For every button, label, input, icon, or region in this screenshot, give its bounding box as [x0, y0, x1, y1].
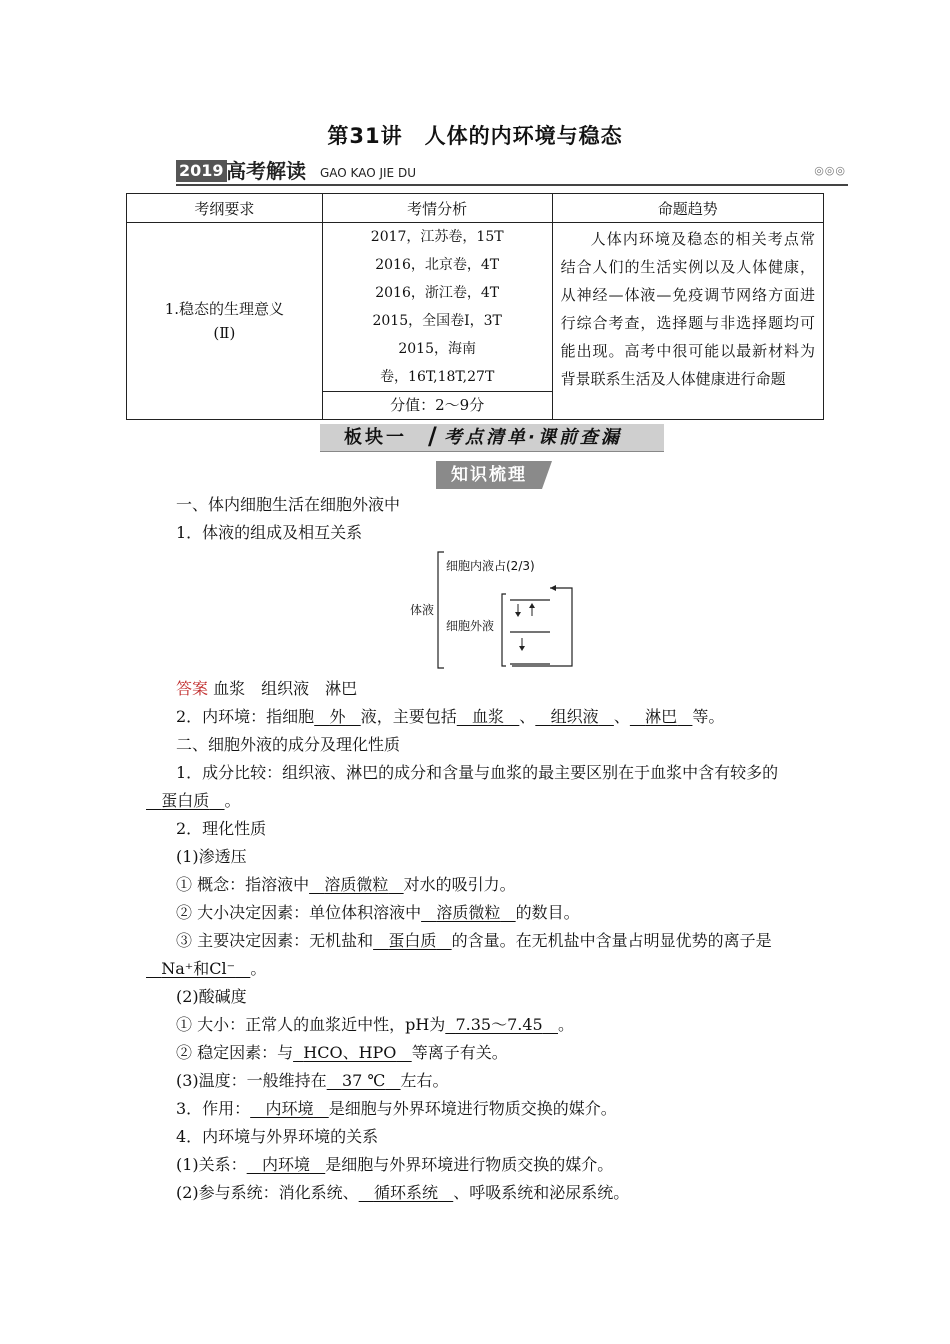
paragraph: (2)酸碱度 — [176, 987, 247, 1006]
banner-year: 2019 — [176, 160, 227, 182]
body-fluid-diagram — [400, 546, 590, 672]
answer-blank: 组织液 — [550, 707, 599, 726]
paragraph: Na⁺和Cl⁻ 。 — [161, 959, 267, 978]
answer-blank: 血浆 — [472, 707, 505, 726]
paragraph: 2．内环境：指细胞 外 液，主要包括 血浆 、 组织液 、 淋巴 等。 — [176, 707, 725, 726]
requirement-level: (Ⅱ) — [213, 324, 236, 342]
analysis-line: 2016，浙江卷，4T — [375, 285, 500, 301]
answer-blank: 7.35～7.45 — [455, 1015, 543, 1034]
answer-blank: 循环系统 — [373, 1183, 438, 1202]
trend-cell: 人体内环境及稳态的相关考点常结合人们的生活实例以及人体健康，从神经—体液—免疫调节网络方面进行综合考查，选择题与非选择题均可能出现。高考中很可能以最新材料为背景联系生活及人体健康进行命题 — [552, 223, 823, 420]
answer-blank: Na⁺和Cl⁻ — [161, 959, 236, 978]
header-requirement: 考纲要求 — [127, 194, 323, 223]
section-banner-part1: 板块一 — [344, 427, 407, 448]
answer-blank: 溶质微粒 — [436, 903, 501, 922]
exam-outline-table — [126, 193, 824, 420]
answer-blank: 蛋白质 — [161, 791, 210, 810]
heading-2: 二、细胞外液的成分及理化性质 — [176, 735, 401, 754]
score-range: 分值：2～9分 — [323, 391, 552, 419]
table-header-row — [127, 194, 824, 223]
diagram-sub-brace — [502, 594, 506, 666]
arrow-down-icon — [519, 646, 525, 651]
paragraph: 4．内环境与外界环境的关系 — [176, 1127, 379, 1146]
answer-blank: 蛋白质 — [388, 931, 437, 950]
paragraph: ③ 主要决定因素：无机盐和 蛋白质 的含量。在无机盐中含量占明显优势的离子是 — [176, 931, 772, 950]
paragraph: 蛋白质 。 — [161, 791, 241, 810]
diagram-brace — [438, 552, 444, 668]
diagram-intra-label: 细胞内液占(2/3) — [446, 559, 535, 573]
analysis-cell — [322, 223, 552, 420]
banner-dots-icon: ◎◎◎ — [814, 164, 846, 177]
answer-blank: 淋巴 — [645, 707, 678, 726]
analysis-line: 卷，16T,18T,27T — [380, 369, 495, 385]
analysis-line: 2017，江苏卷，15T — [370, 229, 504, 245]
answer-blank: HCO、HPO — [303, 1043, 397, 1062]
answer-blank: 37 ℃ — [341, 1071, 386, 1090]
banner-label-zh: 高考解读 — [226, 159, 306, 183]
analysis-line: 2015，海南 — [398, 341, 476, 357]
answer-blank: 外 — [329, 707, 346, 726]
answer-blank: 溶质微粒 — [324, 875, 389, 894]
paragraph: ① 概念：指溶液中 溶质微粒 对水的吸引力。 — [176, 875, 516, 894]
header-trend: 命题趋势 — [552, 194, 823, 223]
answer-label: 答案 — [176, 679, 209, 698]
arrow-down-icon — [515, 612, 521, 617]
section-banner-slash: / — [428, 422, 437, 450]
paragraph: ② 大小决定因素：单位体积溶液中 溶质微粒 的数目。 — [176, 903, 580, 922]
exam-interpretation-banner — [176, 158, 848, 186]
requirement-line: 1.稳态的生理意义 — [164, 300, 285, 318]
analysis-line: 2015，全国卷Ⅰ，3T — [372, 313, 502, 329]
paragraph: (1)渗透压 — [176, 847, 247, 866]
paragraph: 1．成分比较：组织液、淋巴的成分和含量与血浆的最主要区别在于血浆中含有较多的 — [176, 763, 779, 782]
paragraph: 2．理化性质 — [176, 819, 267, 838]
paragraph: ② 稳定因素：与 HCO、HPO 等离子有关。 — [176, 1043, 508, 1062]
answer-blank: 内环境 — [265, 1099, 314, 1118]
banner-label-en: GAO KAO JIE DU — [320, 166, 416, 180]
paragraph: 3．作用： 内环境 是细胞与外界环境进行物质交换的媒介。 — [176, 1099, 617, 1118]
section-banner-part2: 考点清单·课前查漏 — [444, 427, 622, 448]
header-analysis: 考情分析 — [322, 194, 552, 223]
heading-1: 一、体内细胞生活在细胞外液中 — [176, 495, 401, 514]
table-row — [127, 223, 824, 420]
paragraph: (3)温度：一般维持在 37 ℃ 左右。 — [176, 1071, 449, 1090]
answer-line — [176, 679, 357, 699]
requirement-cell — [127, 223, 323, 420]
diagram-extra-label: 细胞外液 — [446, 619, 495, 633]
arrow-left-icon — [550, 585, 556, 591]
paragraph: 1．体液的组成及相互关系 — [176, 523, 363, 542]
diagram-root-label: 体液 — [410, 603, 435, 617]
knowledge-tag: 知识梳理 — [436, 461, 542, 489]
page-title: 第31讲 人体的内环境与稳态 — [327, 124, 623, 148]
answer-text: 血浆 组织液 淋巴 — [213, 679, 358, 698]
paragraph: ① 大小：正常人的血浆近中性，pH为 7.35～7.45 。 — [176, 1015, 575, 1034]
answer-blank: 内环境 — [261, 1155, 310, 1174]
paragraph: (1)关系： 内环境 是细胞与外界环境进行物质交换的媒介。 — [176, 1155, 614, 1174]
arrow-up-icon — [529, 603, 535, 608]
analysis-line: 2016，北京卷，4T — [375, 257, 500, 273]
paragraph: (2)参与系统：消化系统、 循环系统 、呼吸系统和泌尿系统。 — [176, 1183, 630, 1202]
section-banner — [320, 424, 664, 452]
